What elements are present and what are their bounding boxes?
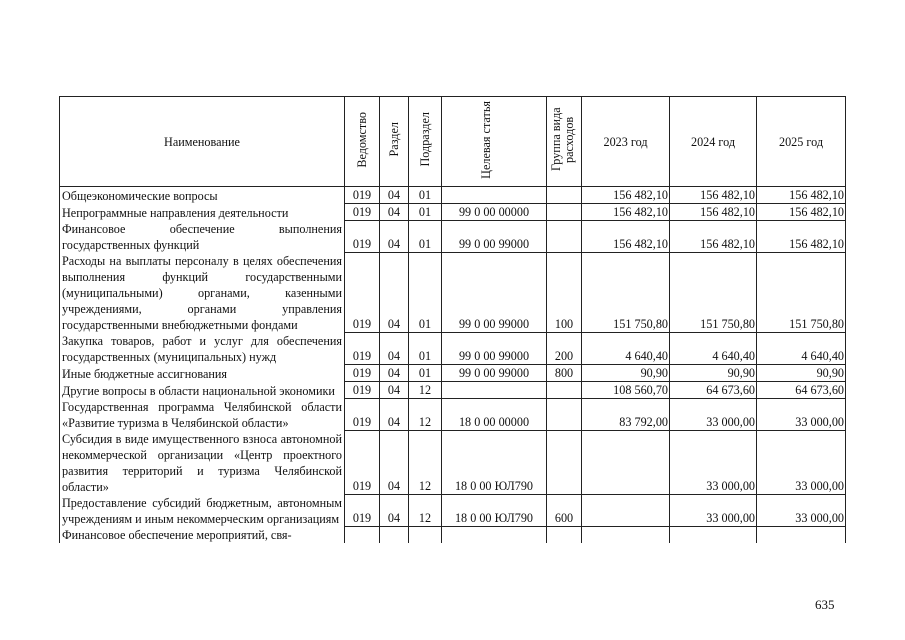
cell-razdel: 04: [380, 365, 409, 382]
cell-razdel: 04: [380, 204, 409, 221]
cell-2024: 156 482,10: [670, 204, 757, 221]
cell-razdel: 04: [380, 253, 409, 333]
cell-expense-group: [547, 221, 582, 253]
cell-2023: [582, 527, 670, 543]
header-vedomstvo: [345, 97, 380, 187]
cell-2023: 156 482,10: [582, 221, 670, 253]
cell-vedomstvo: 019: [345, 204, 380, 221]
table-row: [60, 204, 846, 221]
cell-name: Иные бюджетные ассигнования: [60, 365, 345, 382]
cell-vedomstvo: 019: [345, 431, 380, 495]
table-row: [60, 365, 846, 382]
cell-target-article: 18 0 00 ЮЛ790: [442, 431, 547, 495]
cell-2024: 33 000,00: [670, 495, 757, 527]
cell-2024: 156 482,10: [670, 187, 757, 204]
cell-razdel: 04: [380, 495, 409, 527]
cell-name: Закупка товаров, работ и услуг для обеспечения государственных (муниципальных) нужд: [60, 333, 345, 365]
cell-2025: 151 750,80: [757, 253, 846, 333]
cell-podrazdel: 01: [409, 365, 442, 382]
cell-2024: 33 000,00: [670, 431, 757, 495]
cell-vedomstvo: [345, 527, 380, 543]
cell-vedomstvo: 019: [345, 399, 380, 431]
cell-2024: 151 750,80: [670, 253, 757, 333]
cell-target-article: [442, 382, 547, 399]
cell-expense-group: 100: [547, 253, 582, 333]
cell-2023: 156 482,10: [582, 204, 670, 221]
cell-vedomstvo: 019: [345, 382, 380, 399]
table-body: [60, 187, 846, 543]
cell-target-article: 18 0 00 00000: [442, 399, 547, 431]
cell-name: Общеэкономические вопросы: [60, 187, 345, 204]
cell-2024: [670, 527, 757, 543]
cell-target-article: 99 0 00 99000: [442, 253, 547, 333]
cell-razdel: 04: [380, 382, 409, 399]
cell-expense-group: [547, 399, 582, 431]
cell-name: Расходы на выплаты персоналу в целях обеспечения выполнения функций государственными (муниципальными) органами, казенными учреждениями, органами управления государственными внебюджетными фондами: [60, 253, 345, 333]
cell-expense-group: [547, 382, 582, 399]
cell-2023: 83 792,00: [582, 399, 670, 431]
cell-2023: [582, 495, 670, 527]
cell-vedomstvo: 019: [345, 495, 380, 527]
cell-podrazdel: 01: [409, 187, 442, 204]
cell-expense-group: [547, 431, 582, 495]
cell-razdel: 04: [380, 431, 409, 495]
cell-2024: 64 673,60: [670, 382, 757, 399]
cell-expense-group: 600: [547, 495, 582, 527]
cell-2023: 108 560,70: [582, 382, 670, 399]
cell-2025: 4 640,40: [757, 333, 846, 365]
cell-2024: 156 482,10: [670, 221, 757, 253]
header-razdel: [380, 97, 409, 187]
header-target-article: [442, 97, 547, 187]
cell-expense-group: 800: [547, 365, 582, 382]
budget-table: [59, 96, 846, 543]
header-expense-group: [547, 97, 582, 187]
cell-podrazdel: 12: [409, 382, 442, 399]
cell-name: Предоставление субсидий бюджетным, автономным учреждениям и иным некоммерческим организациям: [60, 495, 345, 527]
cell-target-article: [442, 527, 547, 543]
cell-expense-group: [547, 187, 582, 204]
cell-razdel: 04: [380, 333, 409, 365]
cell-expense-group: 200: [547, 333, 582, 365]
header-2024: 2024 год: [670, 97, 757, 187]
table-row: [60, 399, 846, 431]
cell-podrazdel: 12: [409, 399, 442, 431]
cell-2025: 156 482,10: [757, 204, 846, 221]
cell-podrazdel: 01: [409, 204, 442, 221]
cell-2023: 4 640,40: [582, 333, 670, 365]
header-razdel-label: Раздел: [386, 122, 401, 157]
table-row: [60, 382, 846, 399]
cell-target-article: 18 0 00 ЮЛ790: [442, 495, 547, 527]
cell-2025: 90,90: [757, 365, 846, 382]
cell-2025: 156 482,10: [757, 221, 846, 253]
cell-expense-group: [547, 527, 582, 543]
table-row: [60, 527, 846, 543]
cell-2025: 33 000,00: [757, 431, 846, 495]
table-row: [60, 431, 846, 495]
cell-vedomstvo: 019: [345, 221, 380, 253]
cell-2025: 33 000,00: [757, 495, 846, 527]
header-vedomstvo-label: Ведомство: [354, 111, 369, 168]
cell-2023: [582, 431, 670, 495]
cell-2025: 64 673,60: [757, 382, 846, 399]
cell-podrazdel: 01: [409, 221, 442, 253]
cell-vedomstvo: 019: [345, 253, 380, 333]
header-name: Наименование: [60, 97, 345, 187]
header-podrazdel: [409, 97, 442, 187]
cell-2024: 4 640,40: [670, 333, 757, 365]
cell-vedomstvo: 019: [345, 333, 380, 365]
header-row: [60, 97, 846, 187]
table-row: [60, 253, 846, 333]
cell-podrazdel: [409, 527, 442, 543]
cell-podrazdel: 01: [409, 333, 442, 365]
cell-name: Другие вопросы в области национальной экономики: [60, 382, 345, 399]
cell-expense-group: [547, 204, 582, 221]
cell-2025: 156 482,10: [757, 187, 846, 204]
cell-razdel: 04: [380, 399, 409, 431]
table-row: [60, 333, 846, 365]
header-podrazdel-label: Подраздел: [417, 112, 432, 167]
table-row: [60, 187, 846, 204]
cell-podrazdel: 12: [409, 495, 442, 527]
cell-2025: [757, 527, 846, 543]
cell-name: Государственная программа Челябинской области «Развитие туризма в Челябинской области»: [60, 399, 345, 431]
cell-target-article: 99 0 00 99000: [442, 333, 547, 365]
cell-target-article: 99 0 00 99000: [442, 221, 547, 253]
header-2023: 2023 год: [582, 97, 670, 187]
cell-podrazdel: 12: [409, 431, 442, 495]
header-target-article-label: Целевая статья: [479, 100, 493, 179]
cell-target-article: [442, 187, 547, 204]
cell-razdel: [380, 527, 409, 543]
cell-podrazdel: 01: [409, 253, 442, 333]
cell-name: Субсидия в виде имущественного взноса автономной некоммерческой организации «Центр проектного развития территорий и туризма Челябинской области»: [60, 431, 345, 495]
cell-target-article: 99 0 00 00000: [442, 204, 547, 221]
cell-2023: 151 750,80: [582, 253, 670, 333]
cell-name: Финансовое обеспечение мероприятий, свя-: [60, 527, 345, 543]
header-expense-group-label: Группа вида расходов: [549, 107, 576, 172]
cell-name: Непрограммные направления деятельности: [60, 204, 345, 221]
cell-2024: 90,90: [670, 365, 757, 382]
table-row: [60, 221, 846, 253]
cell-2023: 156 482,10: [582, 187, 670, 204]
page-number: 635: [815, 597, 835, 612]
header-2025: 2025 год: [757, 97, 846, 187]
cell-razdel: 04: [380, 221, 409, 253]
table-row: [60, 495, 846, 527]
cell-name: Финансовое обеспечение выполнения государственных функций: [60, 221, 345, 253]
cell-2024: 33 000,00: [670, 399, 757, 431]
cell-2025: 33 000,00: [757, 399, 846, 431]
cell-razdel: 04: [380, 187, 409, 204]
cell-2023: 90,90: [582, 365, 670, 382]
cell-target-article: 99 0 00 99000: [442, 365, 547, 382]
cell-vedomstvo: 019: [345, 187, 380, 204]
cell-vedomstvo: 019: [345, 365, 380, 382]
